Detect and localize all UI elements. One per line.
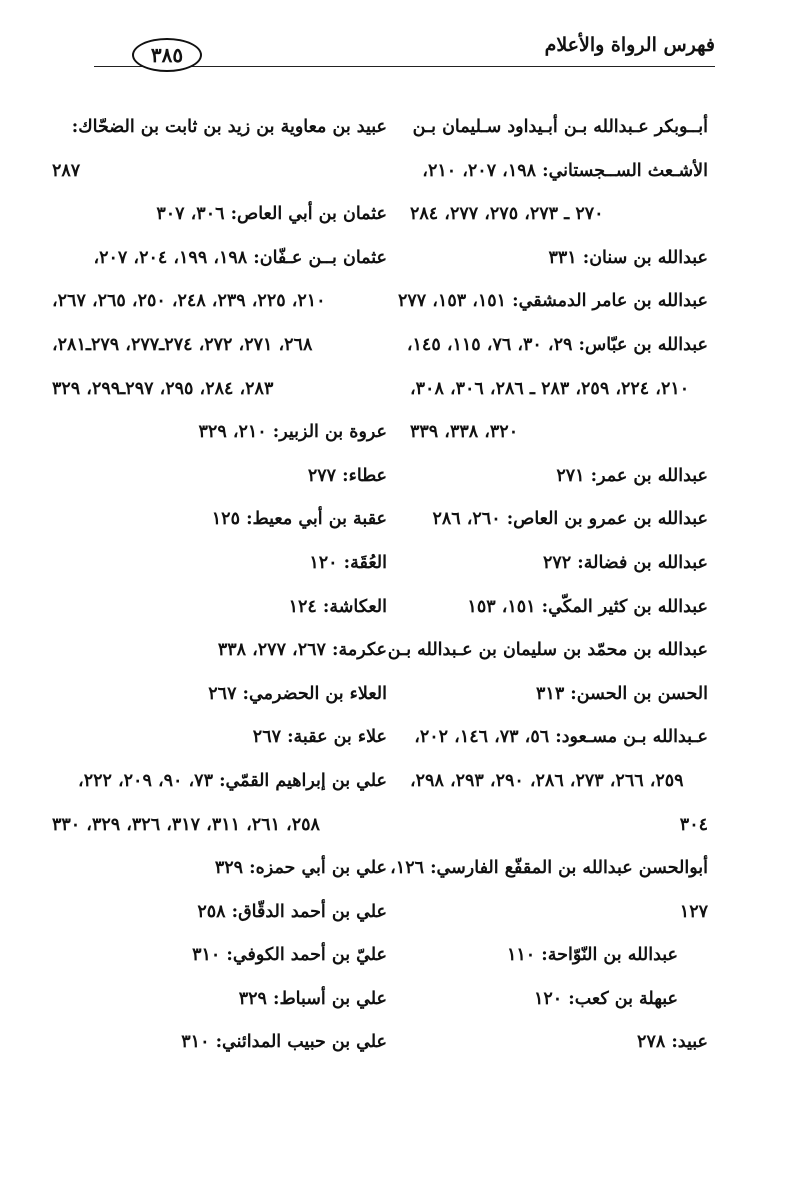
page-header: [70, 34, 715, 70]
index-entry: الأشـعث الســجستاني: ١٩٨، ٢٠٧، ٢١٠،: [422, 160, 708, 181]
index-entry-continuation: ٢٥٩، ٢٦٦، ٢٧٣، ٢٨٦، ٢٩٠، ٢٩٣، ٢٩٨،: [410, 770, 684, 791]
index-entry: عبدالله بن فضالة: ٢٧٢: [543, 552, 708, 573]
index-entry: ١٢٧: [679, 901, 708, 922]
index-column-left: [52, 106, 387, 1065]
index-entry-continuation: ٢٨٣، ٢٨٤، ٢٩٥، ٢٩٧ـ٢٩٩، ٣٢٩: [52, 378, 274, 399]
index-entry: علي بن أحمد الدقّاق: ٢٥٨: [197, 901, 387, 922]
index-entry: العكاشة: ١٢٤: [288, 596, 387, 617]
index-entry: عبدالله بن عبّاس: ٢٩، ٣٠، ٧٦، ١١٥، ١٤٥،: [406, 334, 708, 355]
index-entry: أبــوبكر عـبدالله بـن أبـيداود سـليمان بـن: [412, 117, 708, 137]
index-entry: عليّ بن أحمد الكوفي: ٣١٠: [192, 945, 387, 966]
index-entry: أبوالحسن عبدالله بن المقفّع الفارسي: ١٢٦،: [390, 858, 708, 879]
page-number: ٣٨٥: [132, 38, 202, 72]
index-entry-continuation: ٢١٠، ٢٢٤، ٢٥٩، ٢٨٣ ـ ٢٨٦، ٣٠٦، ٣٠٨،: [410, 378, 690, 399]
index-entry: علي بن حبيب المدائني: ٣١٠: [181, 1032, 387, 1053]
index-entry-continuation: ٣٢٠، ٣٣٨، ٣٣٩: [410, 422, 519, 443]
index-entry: عبدالله بن عمرو بن العاص: ٢٦٠، ٢٨٦: [432, 509, 708, 530]
index-entry: عكرمة: ٢٦٧، ٢٧٧، ٣٣٨: [217, 640, 387, 661]
index-entry: عبدالله بن النّوّاحة: ١١٠: [507, 945, 678, 966]
index-entry: الحسن بن الحسن: ٣١٣: [536, 683, 708, 704]
index-entry: عبيد بن معاوية بن زيد بن ثابت بن الضحّاك:: [71, 117, 387, 137]
index-entry: ٣٠٤: [679, 814, 708, 835]
index-entry: علاء بن عقبة: ٢٦٧: [252, 727, 387, 748]
index-entry-continuation: ٢٨٧: [52, 160, 81, 181]
index-entry: عبدالله بن سنان: ٣٣١: [548, 247, 708, 268]
index-entry: علي بن أبي حمزه: ٣٢٩: [214, 858, 387, 879]
index-entry-continuation: ٢٦٨، ٢٧١، ٢٧٢، ٢٧٤ـ٢٧٧، ٢٧٩ـ٢٨١،: [52, 334, 313, 355]
index-entry: عطاء: ٢٧٧: [307, 465, 387, 486]
index-entry: العلاء بن الحضرمي: ٢٦٧: [208, 683, 387, 704]
index-entry-continuation: ٢١٠، ٢٢٥، ٢٣٩، ٢٤٨، ٢٥٠، ٢٦٥، ٢٦٧،: [52, 291, 326, 312]
index-entry-continuation: ٢٥٨، ٢٦١، ٣١١، ٣١٧، ٣٢٦، ٣٢٩، ٣٣٠: [52, 814, 320, 835]
index-entry: عثمان بــن عـفّان: ١٩٨، ١٩٩، ٢٠٤، ٢٠٧،: [93, 247, 387, 268]
index-entry-continuation: ٢٧٠ ـ ٢٧٣، ٢٧٥، ٢٧٧، ٢٨٤: [410, 204, 604, 225]
index-entry: علي بن أسباط: ٣٢٩: [238, 988, 387, 1009]
index-entry: العُقَة: ١٢٠: [309, 552, 387, 573]
index-entry: عبيد: ٢٧٨: [637, 1032, 708, 1053]
index-column-right: [387, 106, 708, 1065]
index-entry: عثمان بن أبي العاص: ٣٠٦، ٣٠٧: [156, 204, 387, 225]
index-entry: عـبدالله بـن مسـعود: ٥٦، ٧٣، ١٤٦، ٢٠٢،: [414, 727, 708, 748]
index-entry: عبدالله بن محمّد بن سليمان بن عـبدالله بـن: [387, 640, 708, 661]
index-entry: عروة بن الزبير: ٢١٠، ٣٢٩: [198, 422, 387, 443]
index-entry: عبدالله بن عمر: ٢٧١: [556, 465, 708, 486]
index-entry: عبهلة بن كعب: ١٢٠: [533, 988, 678, 1009]
index-entry: عبدالله بن عامر الدمشقي: ١٥١، ١٥٣، ٢٧٧: [397, 291, 708, 312]
index-entry: عقبة بن أبي معيط: ١٢٥: [211, 509, 387, 530]
index-entry: علي بن إبراهيم القمّي: ٧٣، ٩٠، ٢٠٩، ٢٢٢،: [78, 770, 387, 791]
running-title: فهرس الرواة والأعلام: [544, 34, 715, 56]
index-entry: عبدالله بن كثير المكّي: ١٥١، ١٥٣: [467, 596, 708, 617]
